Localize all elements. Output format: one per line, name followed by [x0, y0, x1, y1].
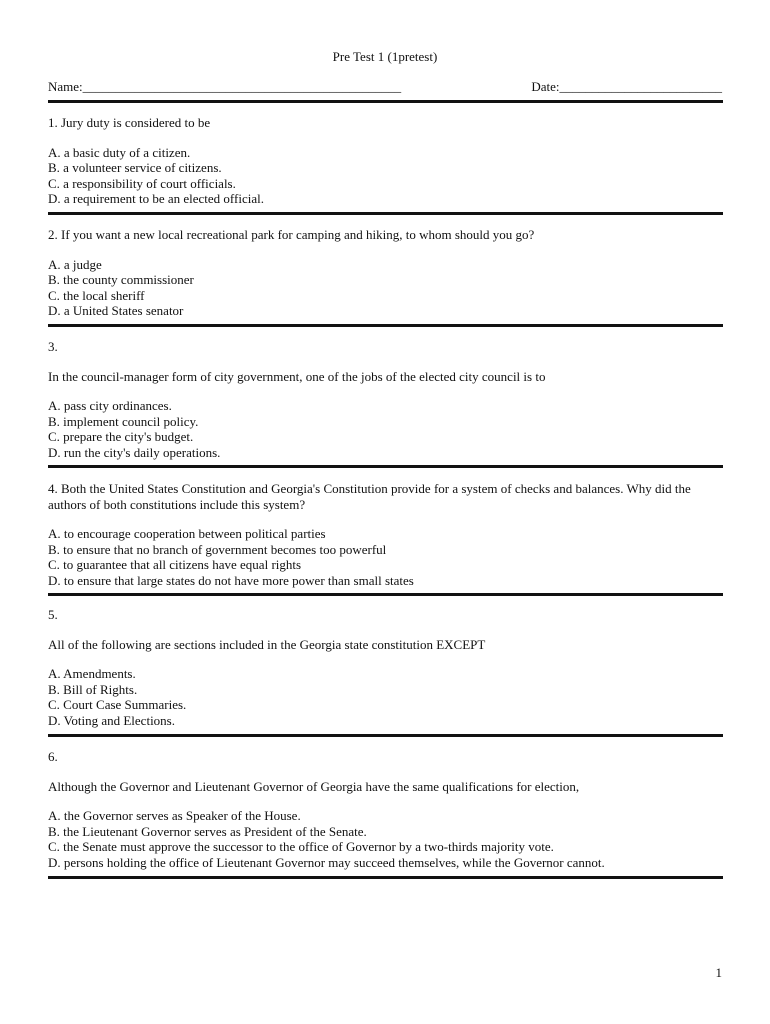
choice-a[interactable]: A. Amendments. — [48, 666, 136, 682]
choice-d[interactable]: D. a requirement to be an elected official. — [48, 191, 264, 207]
choice-a[interactable]: A. the Governor serves as Speaker of the House. — [48, 808, 301, 824]
choice-b[interactable]: B. Bill of Rights. — [48, 681, 138, 697]
choice-c[interactable]: C. the Senate must approve the successor to the office of Governor by a two-thirds majority vote. — [48, 839, 554, 855]
divider-rule — [48, 734, 723, 737]
choice-b[interactable]: B. to ensure that no branch of government becomes too powerful — [48, 541, 387, 557]
choice-a[interactable]: A. to encourage cooperation between political parties — [48, 526, 326, 542]
page-number: 1 — [715, 965, 722, 980]
question-3 — [48, 339, 724, 460]
divider-rule — [48, 212, 723, 215]
divider-rule — [48, 465, 723, 468]
choice-d[interactable]: D. run the city's daily operations. — [48, 444, 221, 460]
choice-d[interactable]: D. persons holding the office of Lieutenant Governor may succeed themselves, while the Governor cannot. — [48, 854, 605, 870]
choice-c[interactable]: C. the local sheriff — [48, 287, 145, 303]
choices-list — [48, 526, 724, 588]
choices-list — [48, 398, 724, 460]
name-field[interactable]: Name:_________________________________________________ — [48, 79, 402, 94]
question-2 — [48, 227, 724, 319]
question-1 — [48, 115, 724, 207]
question-text: 2. If you want a new local recreational park for camping and hiking, to whom should you go? — [48, 227, 535, 242]
question-number: 6. — [48, 749, 58, 764]
question-text: 1. Jury duty is considered to be — [48, 115, 211, 130]
choices-list — [48, 808, 724, 870]
question-text: In the council-manager form of city government, one of the jobs of the elected city council is to — [48, 368, 546, 384]
divider-rule — [48, 324, 723, 327]
question-6 — [48, 749, 724, 870]
choice-c[interactable]: C. a responsibility of court officials. — [48, 175, 236, 191]
choice-c[interactable]: C. to guarantee that all citizens have equal rights — [48, 557, 302, 573]
choices-list — [48, 145, 724, 207]
divider-rule — [48, 593, 723, 596]
choice-a[interactable]: A. a judge — [48, 256, 102, 272]
choice-b[interactable]: B. implement council policy. — [48, 413, 199, 429]
question-text: All of the following are sections included in the Georgia state constitution EXCEPT — [48, 636, 486, 652]
choice-b[interactable]: B. a volunteer service of citizens. — [48, 160, 222, 176]
question-text: Although the Governor and Lieutenant Governor of Georgia have the same qualifications for election, — [48, 778, 580, 794]
choices-list — [48, 666, 724, 728]
choice-d[interactable]: D. Voting and Elections. — [48, 712, 175, 728]
header-fields — [48, 79, 722, 95]
divider-rule — [48, 100, 723, 103]
date-field[interactable]: Date:_________________________ — [531, 79, 722, 94]
choice-b[interactable]: B. the Lieutenant Governor serves as President of the Senate. — [48, 823, 367, 839]
choice-b[interactable]: B. the county commissioner — [48, 272, 194, 288]
choice-a[interactable]: A. pass city ordinances. — [48, 398, 172, 414]
question-4 — [48, 481, 724, 588]
divider-rule — [48, 876, 723, 879]
question-text: 4. Both the United States Constitution and Georgia's Constitution provide for a system of checks and balances. Why did the authors of both constitutions include this system? — [48, 481, 691, 512]
question-5 — [48, 607, 724, 728]
question-number: 5. — [48, 607, 58, 622]
document-title: Pre Test 1 (1pretest) — [332, 49, 438, 64]
choice-c[interactable]: C. Court Case Summaries. — [48, 697, 187, 713]
choice-c[interactable]: C. prepare the city's budget. — [48, 429, 194, 445]
question-number: 3. — [48, 339, 58, 354]
choice-d[interactable]: D. to ensure that large states do not have more power than small states — [48, 572, 414, 588]
choices-list — [48, 257, 724, 319]
choice-a[interactable]: A. a basic duty of a citizen. — [48, 144, 191, 160]
choice-d[interactable]: D. a United States senator — [48, 303, 184, 319]
